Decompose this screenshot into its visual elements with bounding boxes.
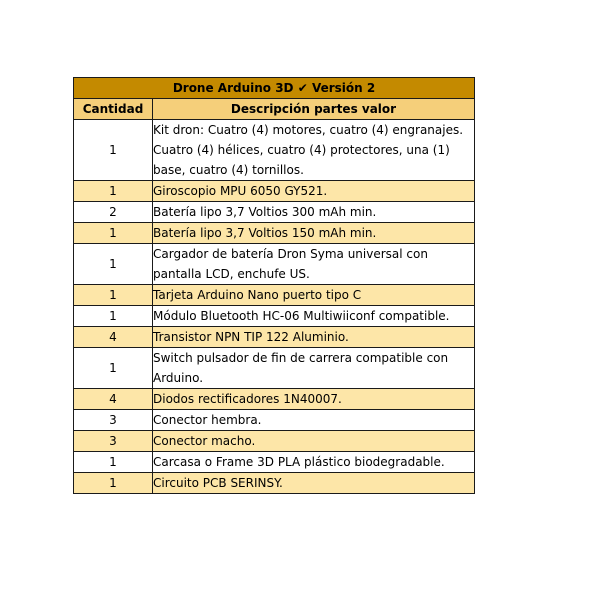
- table-row: [74, 452, 475, 473]
- description-cell: Giroscopio MPU 6050 GY521.: [153, 181, 475, 202]
- description-cell: Conector macho.: [153, 431, 475, 452]
- description-cell: Batería lipo 3,7 Voltios 300 mAh min.: [153, 202, 475, 223]
- table-row: [74, 202, 475, 223]
- title-prefix: Drone Arduino 3D: [172, 81, 298, 95]
- table-row: [74, 389, 475, 410]
- table-title: [74, 78, 475, 99]
- quantity-cell: 1: [74, 285, 153, 306]
- header-row: [74, 99, 475, 120]
- table-row: [74, 181, 475, 202]
- quantity-cell: 4: [74, 327, 153, 348]
- header-description: Descripción partes valor: [153, 99, 475, 120]
- quantity-cell: 3: [74, 410, 153, 431]
- table-row: [74, 431, 475, 452]
- description-cell: Cargador de batería Dron Syma universal con pantalla LCD, enchufe US.: [153, 244, 475, 285]
- parts-table: [73, 77, 475, 494]
- table-row: [74, 410, 475, 431]
- description-cell: Diodos rectificadores 1N40007.: [153, 389, 475, 410]
- title-suffix: Versión 2: [307, 81, 376, 95]
- description-cell: Transistor NPN TIP 122 Aluminio.: [153, 327, 475, 348]
- description-cell: Módulo Bluetooth HC-06 Multiwiiconf compatible.: [153, 306, 475, 327]
- table-row: [74, 244, 475, 285]
- table-row: [74, 473, 475, 494]
- check-icon: ✔: [297, 81, 308, 95]
- table-row: [74, 348, 475, 389]
- quantity-cell: 1: [74, 120, 153, 181]
- description-cell: Kit dron: Cuatro (4) motores, cuatro (4) engranajes. Cuatro (4) hélices, cuatro (4) protectores, una (1) base, cuatro (4) tornillos.: [153, 120, 475, 181]
- description-cell: Switch pulsador de fin de carrera compatible con Arduino.: [153, 348, 475, 389]
- quantity-cell: 1: [74, 348, 153, 389]
- title-row: [74, 78, 475, 99]
- quantity-cell: 1: [74, 473, 153, 494]
- quantity-cell: 1: [74, 306, 153, 327]
- table-row: [74, 327, 475, 348]
- quantity-cell: 1: [74, 244, 153, 285]
- table-row: [74, 306, 475, 327]
- quantity-cell: 1: [74, 223, 153, 244]
- description-cell: Circuito PCB SERINSY.: [153, 473, 475, 494]
- quantity-cell: 1: [74, 181, 153, 202]
- header-quantity: Cantidad: [74, 99, 153, 120]
- quantity-cell: 4: [74, 389, 153, 410]
- description-cell: Carcasa o Frame 3D PLA plástico biodegradable.: [153, 452, 475, 473]
- quantity-cell: 1: [74, 452, 153, 473]
- table-row: [74, 120, 475, 181]
- table-row: [74, 285, 475, 306]
- table-row: [74, 223, 475, 244]
- quantity-cell: 3: [74, 431, 153, 452]
- description-cell: Tarjeta Arduino Nano puerto tipo C: [153, 285, 475, 306]
- quantity-cell: 2: [74, 202, 153, 223]
- description-cell: Batería lipo 3,7 Voltios 150 mAh min.: [153, 223, 475, 244]
- description-cell: Conector hembra.: [153, 410, 475, 431]
